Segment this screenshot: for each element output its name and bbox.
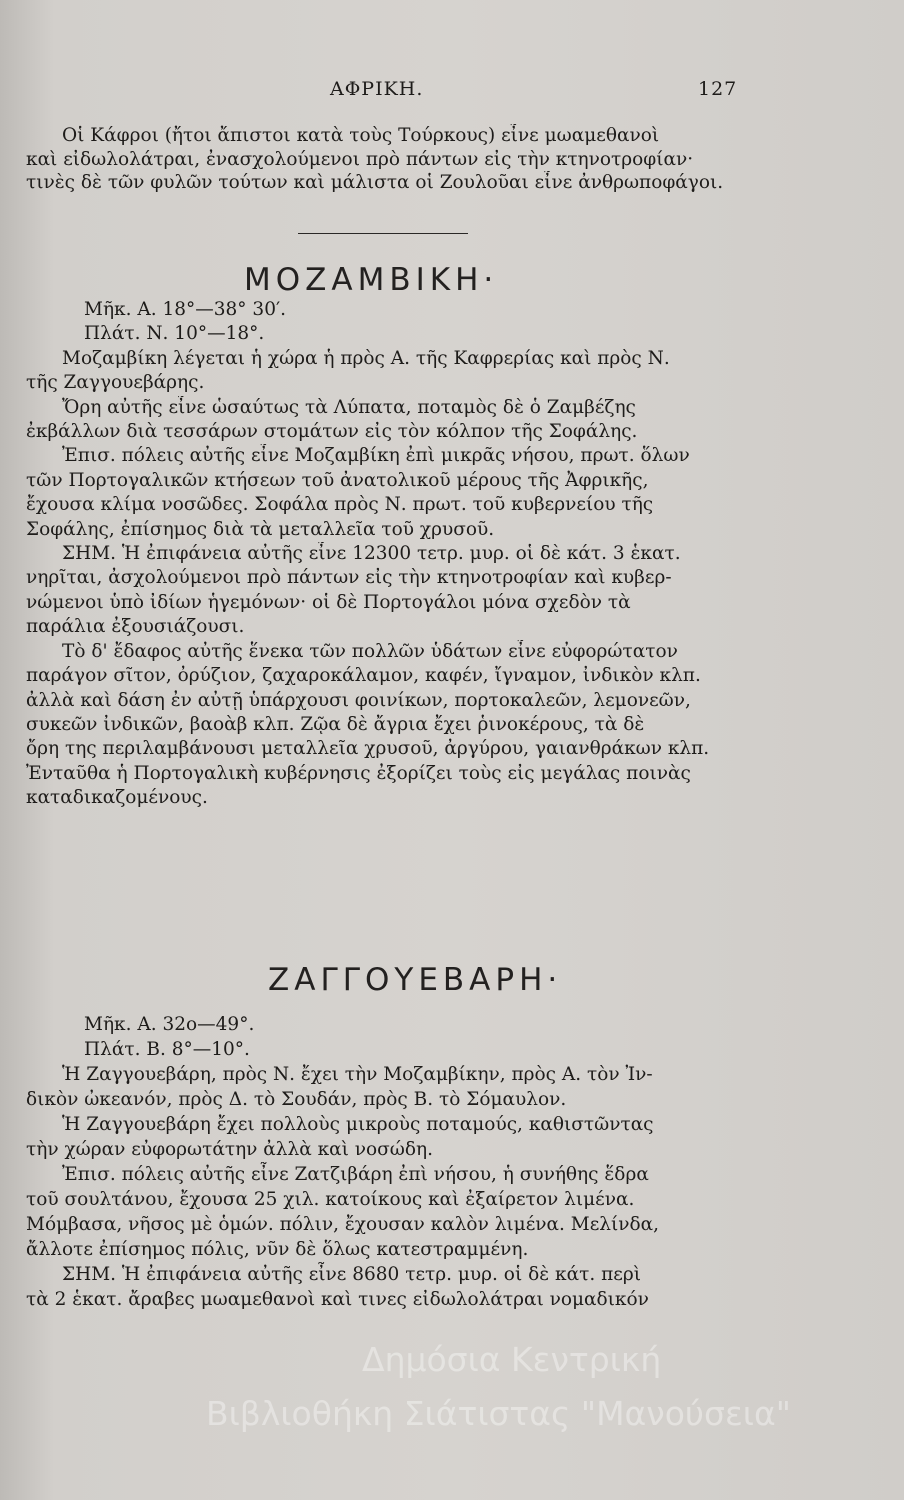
text-line: καταδικαζομένους.: [26, 787, 208, 809]
text-line: παράγον σῖτον, ὀρύζιον, ζαχαροκάλαμον, καφέν, ἴγναμον, ἰνδικὸν κλπ.: [26, 665, 701, 687]
page-number: 127: [698, 78, 738, 100]
running-header: [0, 78, 904, 108]
library-watermark-line-1: Δημόσια Κεντρική: [362, 1340, 662, 1379]
text-line: ὄρη της περιλαμβάνουσι μεταλλεῖα χρυσοῦ, ἀργύρου, γαιανθράκων κλπ.: [26, 738, 710, 760]
text-line: τῶν Πορτογαλικῶν κτήσεων τοῦ ἀνατολικοῦ μέρους τῆς Ἀφρικῆς,: [26, 469, 649, 491]
text-line: ἀλλὰ καὶ δάση ἐν αὐτῇ ὑπάρχουσι φοινίκων, πορτοκαλεῶν, λεμονεῶν,: [26, 689, 691, 711]
text-line: Ἡ Ζαγγουεβάρη, πρὸς Ν. ἔχει τὴν Μοζαμβίκην, πρὸς Α. τὸν Ἰν-: [62, 1064, 653, 1085]
text-line: τῆς Ζαγγουεβάρης.: [26, 372, 205, 394]
text-line: Πλάτ. Ν. 10°—18°.: [84, 323, 265, 345]
text-line: Τὸ δ' ἔδαφος αὐτῆς ἕνεκα τῶν πολλῶν ὑδάτων εἶνε εὐφορώτατον: [62, 640, 678, 662]
section-heading-mozambique: ΜΟΖΑΜΒΙΚΗ·: [244, 262, 499, 298]
text-line: Ἐνταῦθα ἡ Πορτογαλικὴ κυβέρνησις ἐξορίζει τοὺς εἰς μεγάλας ποινὰς: [26, 762, 691, 784]
text-line: Οἱ Κάφροι (ἤτοι ἄπιστοι κατὰ τοὺς Τούρκους) εἶνε μωαμεθανοὶ: [62, 125, 660, 146]
text-line: νηρῖται, ἀσχολούμενοι πρὸ πάντων εἰς τὴν κτηνοτροφίαν καὶ κυβερ-: [26, 567, 672, 589]
text-line: Ἡ Ζαγγουεβάρη ἔχει πολλοὺς μικροὺς ποταμούς, καθιστῶντας: [62, 1114, 654, 1135]
text-line: Μῆκ. Α. 32ο—49°.: [84, 1014, 255, 1035]
section-divider: [298, 233, 468, 234]
zanzibar-section: [26, 1012, 756, 1312]
text-line: Ὄρη αὐτῆς εἶνε ὡσαύτως τὰ Λύπατα, ποταμὸς δὲ ὁ Ζαμβέζης: [62, 396, 636, 418]
text-line: ἔχουσα κλίμα νοσῶδες. Σοφάλα πρὸς Ν. πρωτ. τοῦ κυβερνείου τῆς: [26, 494, 654, 516]
intro-paragraph: [26, 124, 756, 195]
text-line: Μοζαμβίκη λέγεται ἡ χώρα ἡ πρὸς Α. τῆς Καφρερίας καὶ πρὸς Ν.: [62, 347, 670, 369]
text-line: δικὸν ὠκεανόν, πρὸς Δ. τὸ Σουδάν, πρὸς Β. τὸ Σόμαυλον.: [26, 1089, 567, 1110]
text-line: ἐκβάλλων διὰ τεσσάρων στομάτων εἰς τὸν κόλπον τῆς Σοφάλης.: [26, 421, 638, 443]
text-line: Μῆκ. Α. 18°—38° 30′.: [84, 299, 287, 320]
text-line: ἄλλοτε ἐπίσημος πόλις, νῦν δὲ ὅλως κατεστραμμένη.: [26, 1239, 529, 1260]
mozambique-section: [26, 298, 756, 811]
text-line: ΣΗΜ. Ἡ ἐπιφάνεια αὐτῆς εἶνε 8680 τετρ. μυρ. οἱ δὲ κάτ. περὶ: [62, 1264, 641, 1285]
text-line: Πλάτ. Β. 8°—10°.: [84, 1039, 250, 1060]
text-line: νώμενοι ὑπὸ ἰδίων ἡγεμόνων· οἱ δὲ Πορτογάλοι μόνα σχεδὸν τὰ: [26, 591, 631, 613]
section-heading-zanzibar: ΖΑΓΓΟΥΕΒΑΡΗ·: [268, 962, 563, 998]
text-line: Σοφάλης, ἐπίσημος διὰ τὰ μεταλλεῖα τοῦ χρυσοῦ.: [26, 518, 495, 540]
text-line: παράλια ἐξουσιάζουσι.: [26, 616, 245, 638]
text-line: τὰ 2 ἑκατ. ἄραβες μωαμεθανοὶ καὶ τινες εἰδωλολάτραι νομαδικόν: [26, 1289, 649, 1310]
text-line: συκεῶν ἰνδικῶν, βαοὰβ κλπ. Ζῷα δὲ ἄγρια ἔχει ῥινοκέρους, τὰ δὲ: [26, 713, 645, 735]
text-line: ΣΗΜ. Ἡ ἐπιφάνεια αὐτῆς εἶνε 12300 τετρ. μυρ. οἱ δὲ κάτ. 3 ἑκατ.: [62, 543, 681, 565]
text-line: τοῦ σουλτάνου, ἔχουσα 25 χιλ. κατοίκους καὶ ἐξαίρετον λιμένα.: [26, 1189, 635, 1210]
running-title: ΑΦΡΙΚΗ.: [330, 78, 424, 100]
text-line: Μόμβασα, νῆσος μὲ ὁμών. πόλιν, ἔχουσαν καλὸν λιμένα. Μελίνδα,: [26, 1214, 660, 1235]
text-line: τινὲς δὲ τῶν φυλῶν τούτων καὶ μάλιστα οἱ Ζουλοῦαι εἶνε ἀνθρωποφάγοι.: [26, 172, 724, 194]
text-line: Ἐπισ. πόλεις αὐτῆς εἶνε Ζατζιβάρη ἐπὶ νήσου, ἡ συνήθης ἕδρα: [62, 1164, 649, 1185]
text-line: καὶ εἰδωλολάτραι, ἐνασχολούμενοι πρὸ πάντων εἰς τὴν κτηνοτροφίαν·: [26, 148, 694, 170]
text-line: τὴν χώραν εὐφορωτάτην ἀλλὰ καὶ νοσώδη.: [26, 1139, 433, 1160]
library-watermark-line-2: Βιβλιοθήκη Σιάτιστας "Μανούσεια": [206, 1394, 791, 1433]
text-line: Ἐπισ. πόλεις αὐτῆς εἶνε Μοζαμβίκη ἐπὶ μικρᾶς νήσου, πρωτ. ὅλων: [62, 445, 690, 467]
